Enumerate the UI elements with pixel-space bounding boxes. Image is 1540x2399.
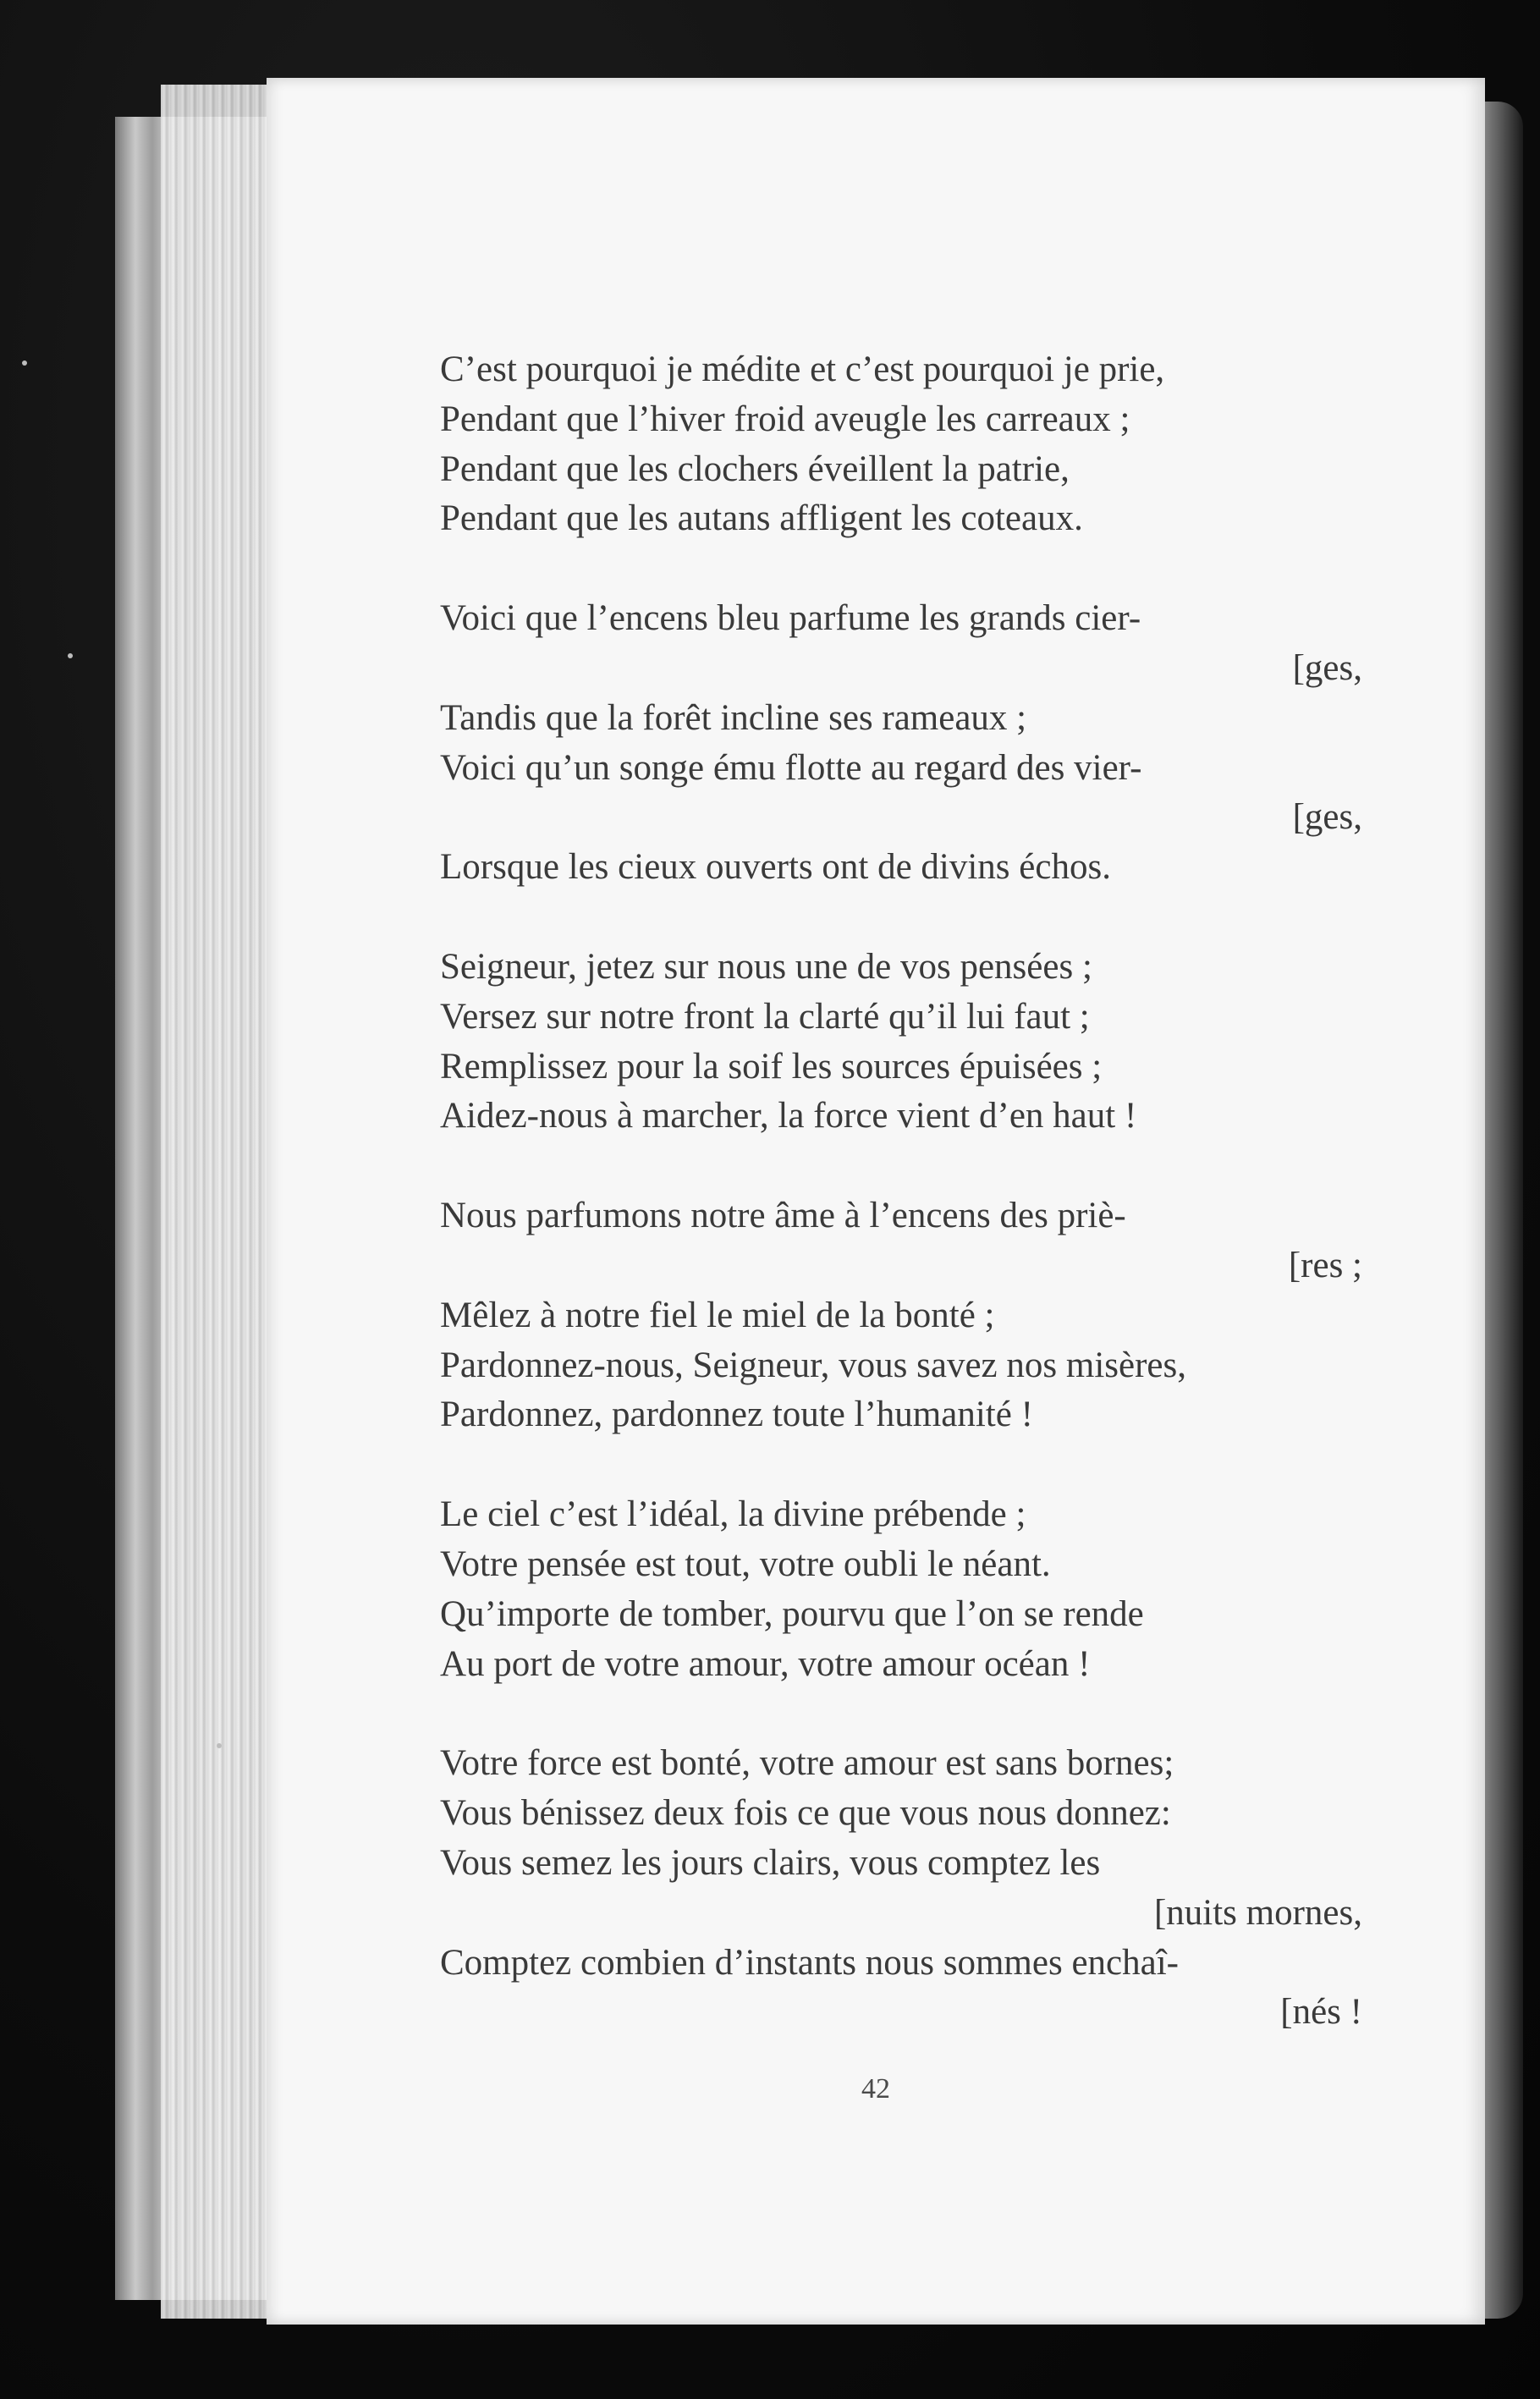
stanza [440, 1739, 1362, 2038]
dust-speck [22, 360, 27, 366]
verse-line: Votre force est bonté, votre amour est sans bornes; [440, 1743, 1174, 1784]
verse-line: Voici que l’encens bleu parfume les grands cier- [440, 598, 1141, 639]
verse-line: Vous bénissez deux fois ce que vous nous donnez: [440, 1793, 1171, 1834]
verse-line: Pendant que l’hiver froid aveugle les carreaux ; [440, 399, 1130, 439]
stanza [440, 594, 1362, 893]
verse-line-continuation: [nés ! [1280, 1992, 1362, 2033]
page-number: 42 [861, 2073, 890, 2105]
verse-line: Qu’importe de tomber, pourvu que l’on se rende [440, 1593, 1144, 1634]
verse-line: Voici qu’un songe ému flotte au regard des vier- [440, 747, 1142, 788]
verse-line-continuation: [res ; [1288, 1245, 1362, 1285]
verse-line: Le ciel c’est l’idéal, la divine prébende ; [440, 1494, 1026, 1535]
dust-speck [217, 1743, 222, 1748]
verse-line: Vous semez les jours clairs, vous comptez les [440, 1842, 1101, 1883]
poem-body [440, 345, 1362, 2088]
verse-line: Seigneur, jetez sur nous une de vos pensées ; [440, 946, 1092, 987]
verse-line-continuation: [ges, [1292, 647, 1362, 688]
verse-line-continuation: [ges, [1292, 797, 1362, 838]
verse-line: Mêlez à notre fiel le miel de la bonté ; [440, 1295, 995, 1335]
verse-line: Remplissez pour la soif les sources épuisées ; [440, 1046, 1103, 1087]
verse-line: Pendant que les clochers éveillent la patrie, [440, 448, 1070, 489]
verse-line-continuation: [nuits mornes, [1153, 1892, 1362, 1933]
verse-line: Versez sur notre front la clarté qu’il lui faut ; [440, 996, 1090, 1037]
verse-line: Comptez combien d’instants nous sommes enchaî- [440, 1942, 1179, 1983]
page-edges-inner [161, 85, 279, 2319]
verse-line: Tandis que la forêt incline ses rameaux ; [440, 697, 1027, 738]
verse-line: Pardonnez, pardonnez toute l’humanité ! [440, 1395, 1033, 1435]
verse-line: C’est pourquoi je médite et c’est pourquoi je prie, [440, 349, 1165, 389]
stanza [440, 1490, 1362, 1689]
verse-line: Pendant que les autans affligent les coteaux. [440, 498, 1083, 539]
verse-line: Au port de votre amour, votre amour océan ! [440, 1643, 1091, 1684]
dust-speck [68, 653, 73, 658]
stanza [440, 943, 1362, 1142]
verse-line: Pardonnez-nous, Seigneur, vous savez nos misères, [440, 1345, 1186, 1385]
stanza [440, 345, 1362, 544]
stanza [440, 1191, 1362, 1440]
book-page [267, 78, 1485, 2325]
verse-line: Votre pensée est tout, votre oubli le néant. [440, 1543, 1051, 1584]
verse-line: Nous parfumons notre âme à l’encens des priè- [440, 1196, 1126, 1236]
verse-line: Lorsque les cieux ouverts ont de divins échos. [440, 847, 1111, 888]
verse-line: Aidez-nous à marcher, la force vient d’en haut ! [440, 1096, 1137, 1136]
